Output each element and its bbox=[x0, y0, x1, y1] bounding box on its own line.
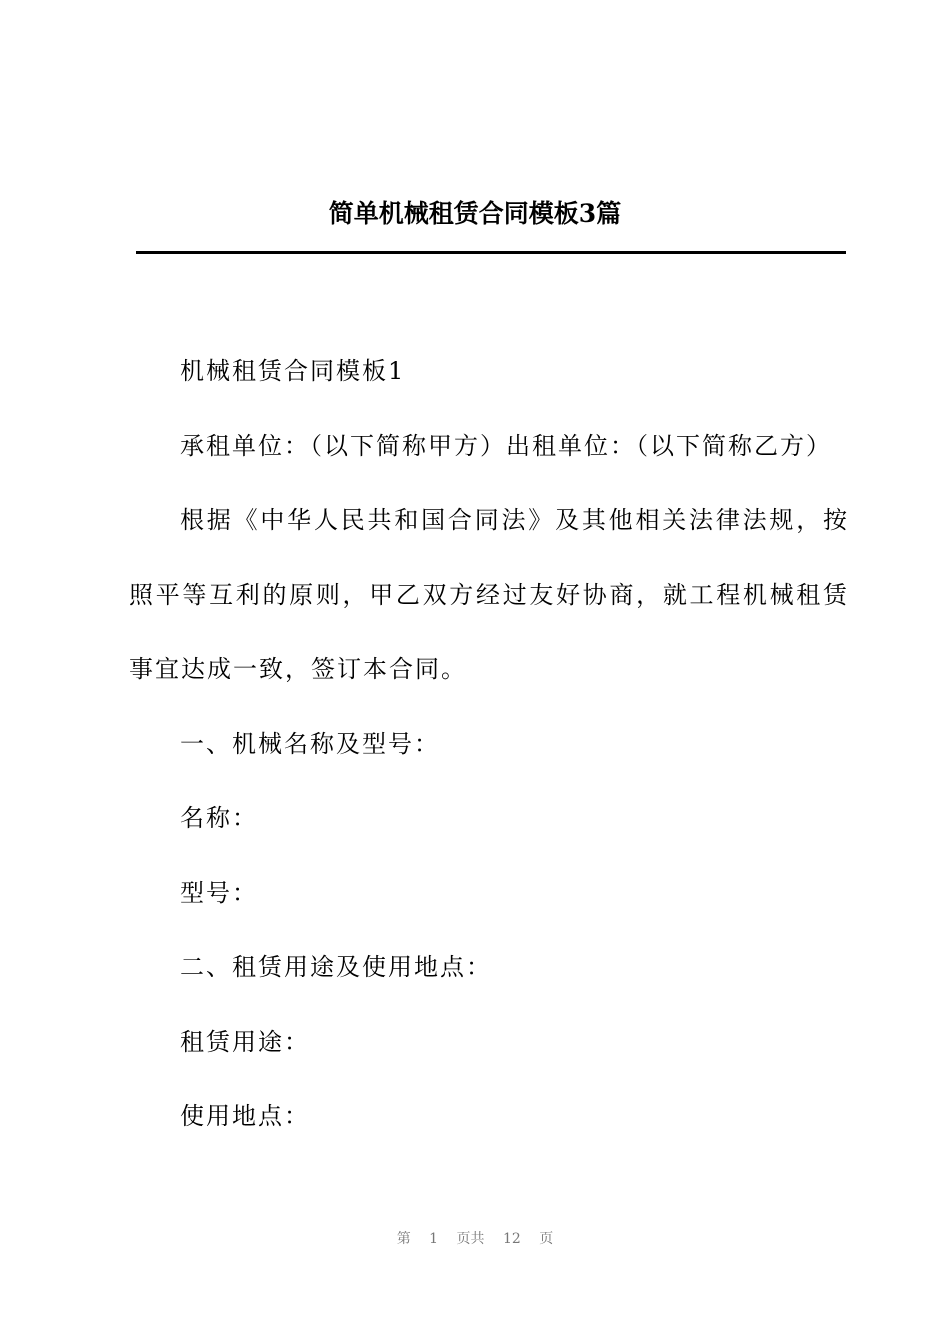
field-name: 名称： bbox=[180, 804, 258, 832]
footer-mid: 页共 bbox=[456, 1231, 485, 1247]
footer-prefix: 第 bbox=[396, 1231, 411, 1247]
clause-heading-purpose-location: 二、租赁用途及使用地点： bbox=[180, 953, 492, 981]
footer-suffix: 页 bbox=[539, 1231, 554, 1247]
title-underline-divider bbox=[136, 251, 846, 254]
field-usage-location: 使用地点： bbox=[180, 1102, 310, 1130]
clause-heading-machine-name-model: 一、机械名称及型号： bbox=[180, 729, 440, 758]
footer-total-pages: 12 bbox=[503, 1231, 521, 1247]
document-body bbox=[129, 334, 849, 1154]
document-title: 简单机械租赁合同模板3篇 bbox=[328, 199, 622, 228]
parties-line: 承租单位：（以下简称甲方）出租单位：（以下简称乙方） bbox=[180, 431, 832, 460]
page-footer bbox=[0, 1229, 950, 1249]
section-heading-template-1: 机械租赁合同模板1 bbox=[180, 357, 406, 385]
preamble-paragraph: 根据《中华人民共和国合同法》及其他相关法律法规，按照平等互利的原则，甲乙双方经过友好协商，就工程机械租赁事宜达成一致，签订本合同。 bbox=[129, 506, 849, 683]
footer-current-page: 1 bbox=[429, 1231, 439, 1247]
field-lease-purpose: 租赁用途： bbox=[180, 1027, 310, 1056]
field-model: 型号： bbox=[180, 878, 258, 907]
